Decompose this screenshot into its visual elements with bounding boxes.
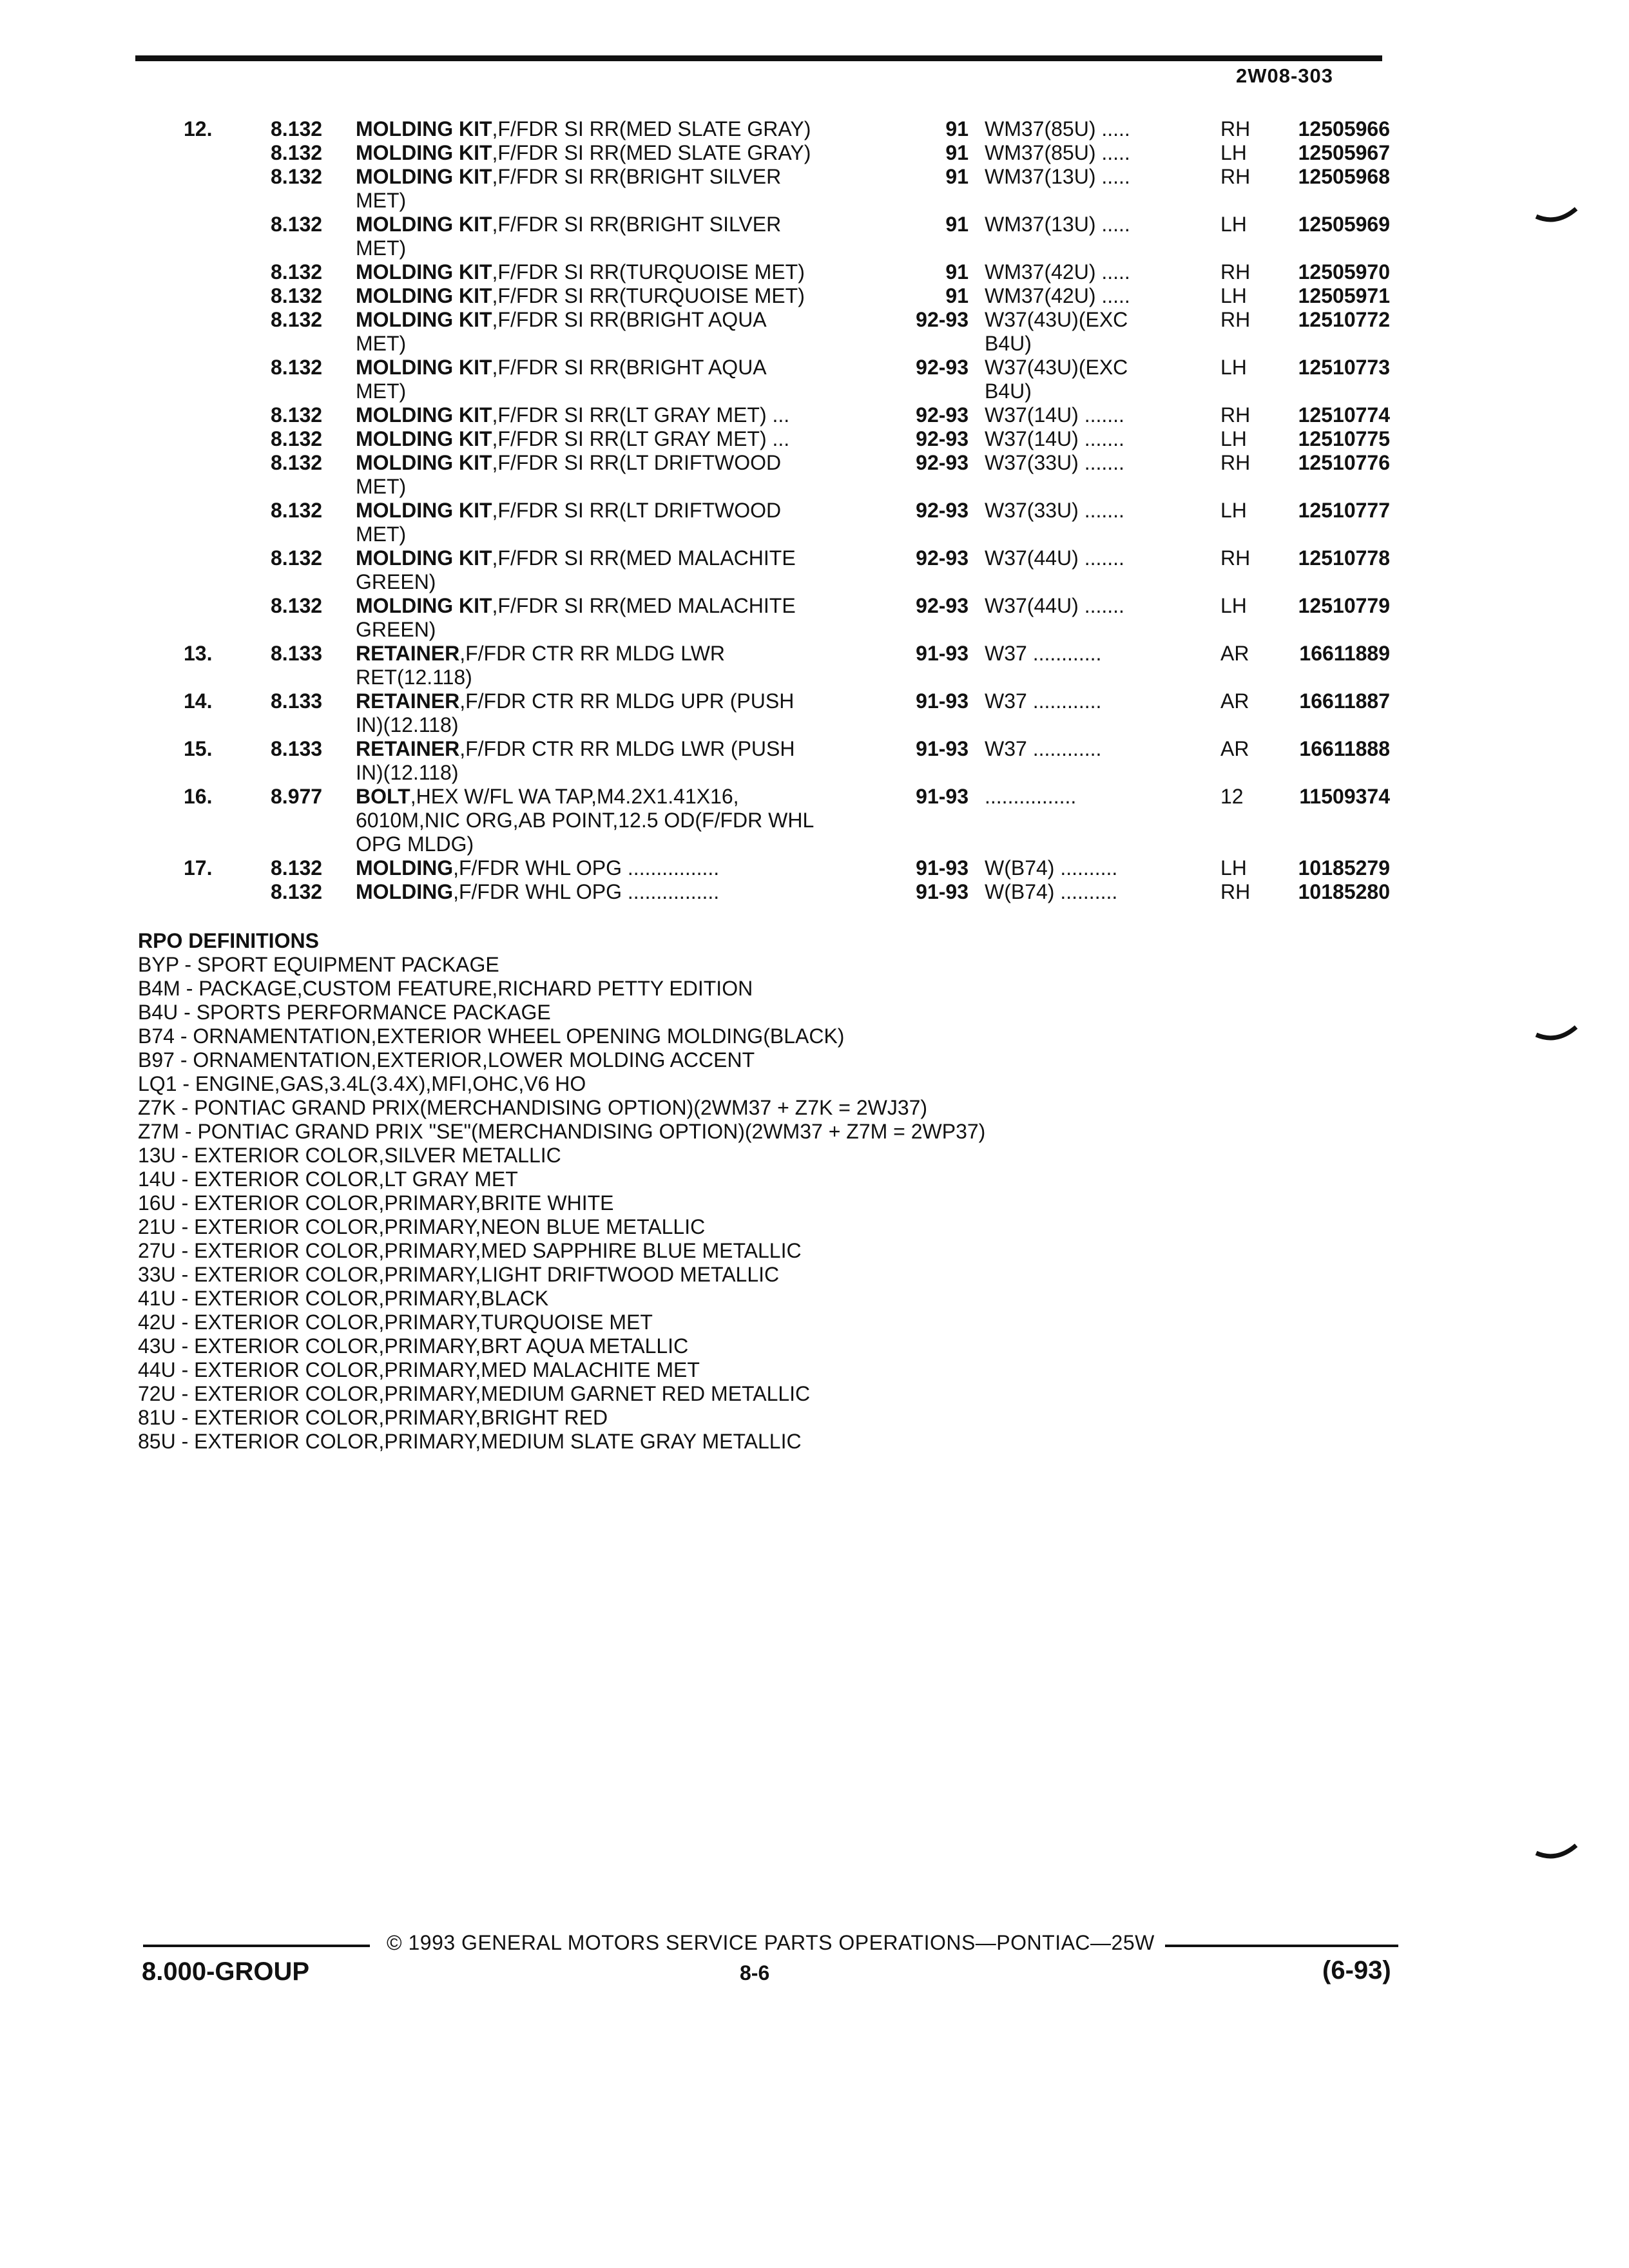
part-number: 12510774: [1298, 403, 1390, 427]
part-desc-text: ,F/FDR SI RR(BRIGHT SILVER: [492, 213, 782, 236]
rpo-definition: 14U - EXTERIOR COLOR,LT GRAY MET: [138, 1168, 518, 1191]
part-description: [356, 427, 789, 451]
side-qty: RH: [1220, 165, 1251, 188]
part-desc-continued: OPG MLDG): [356, 832, 474, 856]
part-desc-text: ,HEX W/FL WA TAP,M4.2X1.41X16,: [410, 785, 739, 808]
part-number: 10185279: [1298, 856, 1390, 879]
part-desc-text: ,F/FDR SI RR(LT GRAY MET) ...: [492, 403, 790, 427]
part-description: [356, 880, 719, 904]
part-description: [356, 642, 725, 666]
part-description: [356, 689, 794, 713]
part-desc-continued: MET): [356, 523, 407, 546]
parts-row: [0, 141, 1629, 165]
part-name: BOLT: [356, 785, 410, 808]
parts-row-continuation: [0, 570, 1629, 594]
rpo-title: RPO DEFINITIONS: [138, 929, 319, 952]
part-name: MOLDING KIT: [356, 260, 492, 284]
model-years: 91-93: [916, 737, 969, 760]
part-desc-text: ,F/FDR SI RR(MED MALACHITE: [492, 546, 796, 570]
part-desc-continued: GREEN): [356, 570, 436, 593]
part-number: 16611889: [1299, 642, 1390, 665]
part-number: 12510773: [1298, 356, 1390, 379]
parts-row-continuation: [0, 523, 1629, 546]
ref-number: 14.: [184, 689, 213, 713]
part-description: [356, 856, 719, 880]
part-name: MOLDING KIT: [356, 594, 492, 617]
part-desc-text: ,F/FDR WHL OPG ................: [453, 856, 720, 879]
parts-row-continuation: [0, 761, 1629, 785]
model-code: W37(33U) .......: [985, 451, 1124, 474]
part-description: [356, 308, 767, 332]
side-qty: AR: [1220, 642, 1249, 665]
part-description: [356, 117, 811, 141]
part-desc-text: ,F/FDR SI RR(MED SLATE GRAY): [492, 141, 811, 164]
part-description: [356, 165, 781, 189]
parts-row: [0, 451, 1629, 475]
part-description: [356, 546, 796, 570]
model-code: ................: [985, 785, 1077, 808]
side-qty: RH: [1220, 308, 1251, 331]
part-desc-text: ,F/FDR SI RR(MED SLATE GRAY): [492, 117, 811, 140]
part-name: MOLDING KIT: [356, 213, 492, 236]
parts-row: [0, 117, 1629, 141]
parts-row: [0, 856, 1629, 880]
model-years: 91: [945, 165, 969, 188]
part-number: 12505966: [1298, 117, 1390, 140]
model-code: WM37(85U) .....: [985, 141, 1130, 164]
part-number: 12510772: [1298, 308, 1390, 331]
parts-row: [0, 427, 1629, 451]
footer-group: 8.000-GROUP: [142, 1957, 310, 1986]
side-qty: LH: [1220, 499, 1247, 522]
rpo-definition: B4U - SPORTS PERFORMANCE PACKAGE: [138, 1001, 551, 1024]
group-number: 8.132: [271, 427, 323, 450]
model-code: W37 ............: [985, 737, 1102, 760]
model-years: 92-93: [916, 356, 969, 379]
part-desc-text: ,F/FDR SI RR(TURQUOISE MET): [492, 260, 805, 284]
model-years: 91: [945, 117, 969, 140]
part-description: [356, 284, 805, 308]
model-code: W37(44U) .......: [985, 594, 1124, 617]
footer-date: (6-93): [1322, 1956, 1391, 1984]
rpo-definition: 44U - EXTERIOR COLOR,PRIMARY,MED MALACHITE MET: [138, 1358, 700, 1381]
part-name: MOLDING KIT: [356, 451, 492, 474]
part-number: 12510779: [1298, 594, 1390, 617]
parts-row: [0, 213, 1629, 236]
part-number: 12505970: [1298, 260, 1390, 284]
rpo-definition: 41U - EXTERIOR COLOR,PRIMARY,BLACK: [138, 1287, 549, 1310]
model-code: W37(14U) .......: [985, 403, 1124, 427]
binder-mark: [1534, 1841, 1579, 1867]
parts-row: [0, 737, 1629, 761]
model-code: WM37(13U) .....: [985, 165, 1130, 188]
model-years: 91-93: [916, 785, 969, 808]
model-years: 91: [945, 260, 969, 284]
part-number: 12505967: [1298, 141, 1390, 164]
part-description: [356, 451, 781, 475]
side-qty: LH: [1220, 594, 1247, 617]
model-code: W37(43U)(EXC: [985, 308, 1128, 331]
group-number: 8.132: [271, 284, 323, 307]
parts-row-continuation: [0, 618, 1629, 642]
model-code: W37(14U) .......: [985, 427, 1124, 450]
model-code: W(B74) ..........: [985, 856, 1118, 879]
model-years: 92-93: [916, 308, 969, 331]
top-rule: [135, 55, 1382, 61]
group-number: 8.132: [271, 213, 323, 236]
model-years: 91-93: [916, 642, 969, 665]
part-name: MOLDING KIT: [356, 165, 492, 188]
part-description: [356, 785, 739, 809]
side-qty: LH: [1220, 284, 1247, 307]
part-desc-continued: MET): [356, 236, 407, 260]
part-number: 12510778: [1298, 546, 1390, 570]
parts-row-continuation: [0, 713, 1629, 737]
part-number: 12510775: [1298, 427, 1390, 450]
rpo-definition: 81U - EXTERIOR COLOR,PRIMARY,BRIGHT RED: [138, 1406, 608, 1429]
rpo-definition: 85U - EXTERIOR COLOR,PRIMARY,MEDIUM SLATE GRAY METALLIC: [138, 1430, 802, 1453]
side-qty: LH: [1220, 356, 1247, 379]
part-desc-continued: IN)(12.118): [356, 713, 459, 736]
parts-list: [0, 117, 1629, 904]
rpo-definition: 16U - EXTERIOR COLOR,PRIMARY,BRITE WHITE: [138, 1191, 614, 1215]
parts-row: [0, 165, 1629, 189]
group-number: 8.132: [271, 117, 323, 140]
group-number: 8.132: [271, 165, 323, 188]
part-desc-continued: MET): [356, 189, 407, 212]
part-name: MOLDING KIT: [356, 308, 492, 331]
part-number: 12505969: [1298, 213, 1390, 236]
rpo-definition: BYP - SPORT EQUIPMENT PACKAGE: [138, 953, 499, 976]
rpo-definition: B4M - PACKAGE,CUSTOM FEATURE,RICHARD PETTY EDITION: [138, 977, 753, 1000]
part-desc-text: ,F/FDR WHL OPG ................: [453, 880, 720, 903]
side-qty: AR: [1220, 689, 1249, 713]
part-name: MOLDING KIT: [356, 117, 492, 140]
side-qty: AR: [1220, 737, 1249, 760]
side-qty: RH: [1220, 260, 1251, 284]
ref-number: 15.: [184, 737, 213, 760]
group-number: 8.132: [271, 594, 323, 617]
model-years: 92-93: [916, 499, 969, 522]
side-qty: RH: [1220, 403, 1251, 427]
model-code: WM37(42U) .....: [985, 260, 1130, 284]
part-description: [356, 737, 795, 761]
model-code: W37(43U)(EXC: [985, 356, 1128, 379]
part-desc-text: ,F/FDR SI RR(LT DRIFTWOOD: [492, 451, 782, 474]
part-desc-text: ,F/FDR CTR RR MLDG LWR: [459, 642, 726, 665]
model-years: 92-93: [916, 594, 969, 617]
parts-row-continuation: [0, 380, 1629, 403]
model-code: W(B74) ..........: [985, 880, 1118, 903]
binder-mark: [1534, 205, 1579, 231]
part-name: MOLDING KIT: [356, 499, 492, 522]
parts-row-continuation: [0, 809, 1629, 832]
part-name: RETAINER: [356, 737, 460, 760]
rpo-definition: 27U - EXTERIOR COLOR,PRIMARY,MED SAPPHIRE BLUE METALLIC: [138, 1239, 802, 1262]
model-years: 91-93: [916, 880, 969, 903]
part-name: MOLDING: [356, 856, 454, 879]
group-number: 8.132: [271, 451, 323, 474]
group-number: 8.132: [271, 403, 323, 427]
rpo-definition: 72U - EXTERIOR COLOR,PRIMARY,MEDIUM GARNET RED METALLIC: [138, 1382, 811, 1405]
part-name: MOLDING: [356, 880, 454, 903]
part-desc-continued: GREEN): [356, 618, 436, 641]
side-qty: LH: [1220, 213, 1247, 236]
part-desc-text: ,F/FDR CTR RR MLDG LWR (PUSH: [459, 737, 795, 760]
rpo-definition: 33U - EXTERIOR COLOR,PRIMARY,LIGHT DRIFTWOOD METALLIC: [138, 1263, 780, 1286]
group-number: 8.132: [271, 499, 323, 522]
part-name: MOLDING KIT: [356, 141, 492, 164]
model-code-continued: B4U): [985, 380, 1032, 403]
parts-row: [0, 356, 1629, 380]
rpo-definition: 21U - EXTERIOR COLOR,PRIMARY,NEON BLUE METALLIC: [138, 1215, 706, 1238]
part-desc-text: ,F/FDR SI RR(BRIGHT SILVER: [492, 165, 782, 188]
rpo-definition: 13U - EXTERIOR COLOR,SILVER METALLIC: [138, 1144, 561, 1167]
part-name: RETAINER: [356, 689, 460, 713]
model-code: WM37(42U) .....: [985, 284, 1130, 307]
model-years: 92-93: [916, 451, 969, 474]
parts-row: [0, 260, 1629, 284]
group-number: 8.133: [271, 689, 323, 713]
footer-rule-right: [1165, 1945, 1398, 1947]
part-desc-text: ,F/FDR CTR RR MLDG UPR (PUSH: [459, 689, 795, 713]
group-number: 8.133: [271, 642, 323, 665]
part-number: 12510777: [1298, 499, 1390, 522]
part-number: 16611887: [1299, 689, 1390, 713]
group-number: 8.132: [271, 880, 323, 903]
parts-row-continuation: [0, 189, 1629, 213]
group-number: 8.132: [271, 546, 323, 570]
parts-row: [0, 284, 1629, 308]
part-desc-continued: MET): [356, 475, 407, 498]
group-number: 8.132: [271, 856, 323, 879]
group-number: 8.132: [271, 260, 323, 284]
side-qty: LH: [1220, 856, 1247, 879]
side-qty: RH: [1220, 880, 1251, 903]
part-desc-continued: 6010M,NIC ORG,AB POINT,12.5 OD(F/FDR WHL: [356, 809, 815, 832]
part-number: 11509374: [1299, 785, 1390, 808]
parts-row-continuation: [0, 236, 1629, 260]
model-years: 92-93: [916, 403, 969, 427]
part-desc-text: ,F/FDR SI RR(LT DRIFTWOOD: [492, 499, 782, 522]
side-qty: LH: [1220, 141, 1247, 164]
binder-mark: [1534, 1023, 1579, 1049]
part-desc-text: ,F/FDR SI RR(TURQUOISE MET): [492, 284, 805, 307]
rpo-definition: Z7K - PONTIAC GRAND PRIX(MERCHANDISING OPTION)(2WM37 + Z7K = 2WJ37): [138, 1096, 928, 1119]
model-years: 92-93: [916, 546, 969, 570]
rpo-definition: 42U - EXTERIOR COLOR,PRIMARY,TURQUOISE MET: [138, 1311, 653, 1334]
parts-row: [0, 880, 1629, 904]
part-desc-continued: MET): [356, 332, 407, 355]
parts-row: [0, 594, 1629, 618]
model-years: 91: [945, 284, 969, 307]
rpo-definition: B74 - ORNAMENTATION,EXTERIOR WHEEL OPENING MOLDING(BLACK): [138, 1024, 845, 1048]
parts-row: [0, 308, 1629, 332]
part-desc-continued: RET(12.118): [356, 666, 472, 689]
model-years: 91: [945, 141, 969, 164]
part-desc-continued: MET): [356, 380, 407, 403]
ref-number: 13.: [184, 642, 213, 665]
model-code: WM37(13U) .....: [985, 213, 1130, 236]
part-number: 12505968: [1298, 165, 1390, 188]
footer-page-number: 8-6: [740, 1961, 770, 1984]
parts-row-continuation: [0, 332, 1629, 356]
ref-number: 12.: [184, 117, 213, 140]
side-qty: RH: [1220, 451, 1251, 474]
part-description: [356, 260, 805, 284]
part-name: MOLDING KIT: [356, 403, 492, 427]
group-number: 8.133: [271, 737, 323, 760]
model-years: 91: [945, 213, 969, 236]
ref-number: 17.: [184, 856, 213, 879]
rpo-definition: Z7M - PONTIAC GRAND PRIX "SE"(MERCHANDISING OPTION)(2WM37 + Z7M = 2WP37): [138, 1120, 986, 1143]
model-years: 91-93: [916, 856, 969, 879]
footer-rule-left: [143, 1945, 370, 1947]
document-id: 2W08-303: [1236, 64, 1334, 87]
parts-row: [0, 546, 1629, 570]
parts-row-continuation: [0, 832, 1629, 856]
part-description: [356, 499, 781, 523]
part-name: MOLDING KIT: [356, 546, 492, 570]
ref-number: 16.: [184, 785, 213, 808]
model-code: WM37(85U) .....: [985, 117, 1130, 140]
model-code: W37(44U) .......: [985, 546, 1124, 570]
rpo-definitions: [138, 929, 1427, 1454]
rpo-definition: B97 - ORNAMENTATION,EXTERIOR,LOWER MOLDING ACCENT: [138, 1048, 755, 1072]
parts-row: [0, 642, 1629, 666]
part-description: [356, 141, 811, 165]
part-number: 10185280: [1298, 880, 1390, 903]
model-code: W37 ............: [985, 642, 1102, 665]
part-desc-text: ,F/FDR SI RR(BRIGHT AQUA: [492, 308, 767, 331]
model-years: 91-93: [916, 689, 969, 713]
group-number: 8.132: [271, 308, 323, 331]
part-description: [356, 403, 789, 427]
rpo-definition: 43U - EXTERIOR COLOR,PRIMARY,BRT AQUA METALLIC: [138, 1334, 689, 1358]
part-name: MOLDING KIT: [356, 284, 492, 307]
parts-row: [0, 499, 1629, 523]
group-number: 8.977: [271, 785, 323, 808]
parts-row: [0, 785, 1629, 809]
model-code-continued: B4U): [985, 332, 1032, 355]
part-name: MOLDING KIT: [356, 356, 492, 379]
side-qty: LH: [1220, 427, 1247, 450]
part-number: 12505971: [1298, 284, 1390, 307]
parts-row-continuation: [0, 475, 1629, 499]
footer-copyright: © 1993 GENERAL MOTORS SERVICE PARTS OPERATIONS—PONTIAC—25W: [387, 1931, 1155, 1954]
parts-row: [0, 689, 1629, 713]
parts-row: [0, 403, 1629, 427]
part-name: RETAINER: [356, 642, 460, 665]
model-code: W37(33U) .......: [985, 499, 1124, 522]
side-qty: 12: [1220, 785, 1244, 808]
part-desc-text: ,F/FDR SI RR(LT GRAY MET) ...: [492, 427, 790, 450]
side-qty: RH: [1220, 117, 1251, 140]
side-qty: RH: [1220, 546, 1251, 570]
group-number: 8.132: [271, 356, 323, 379]
part-desc-text: ,F/FDR SI RR(MED MALACHITE: [492, 594, 796, 617]
parts-row-continuation: [0, 666, 1629, 689]
part-description: [356, 213, 781, 236]
model-code: W37 ............: [985, 689, 1102, 713]
rpo-definition: LQ1 - ENGINE,GAS,3.4L(3.4X),MFI,OHC,V6 HO: [138, 1072, 586, 1095]
group-number: 8.132: [271, 141, 323, 164]
part-name: MOLDING KIT: [356, 427, 492, 450]
part-desc-continued: IN)(12.118): [356, 761, 459, 784]
part-number: 12510776: [1298, 451, 1390, 474]
part-number: 16611888: [1299, 737, 1390, 760]
part-description: [356, 594, 796, 618]
part-description: [356, 356, 767, 380]
model-years: 92-93: [916, 427, 969, 450]
part-desc-text: ,F/FDR SI RR(BRIGHT AQUA: [492, 356, 767, 379]
